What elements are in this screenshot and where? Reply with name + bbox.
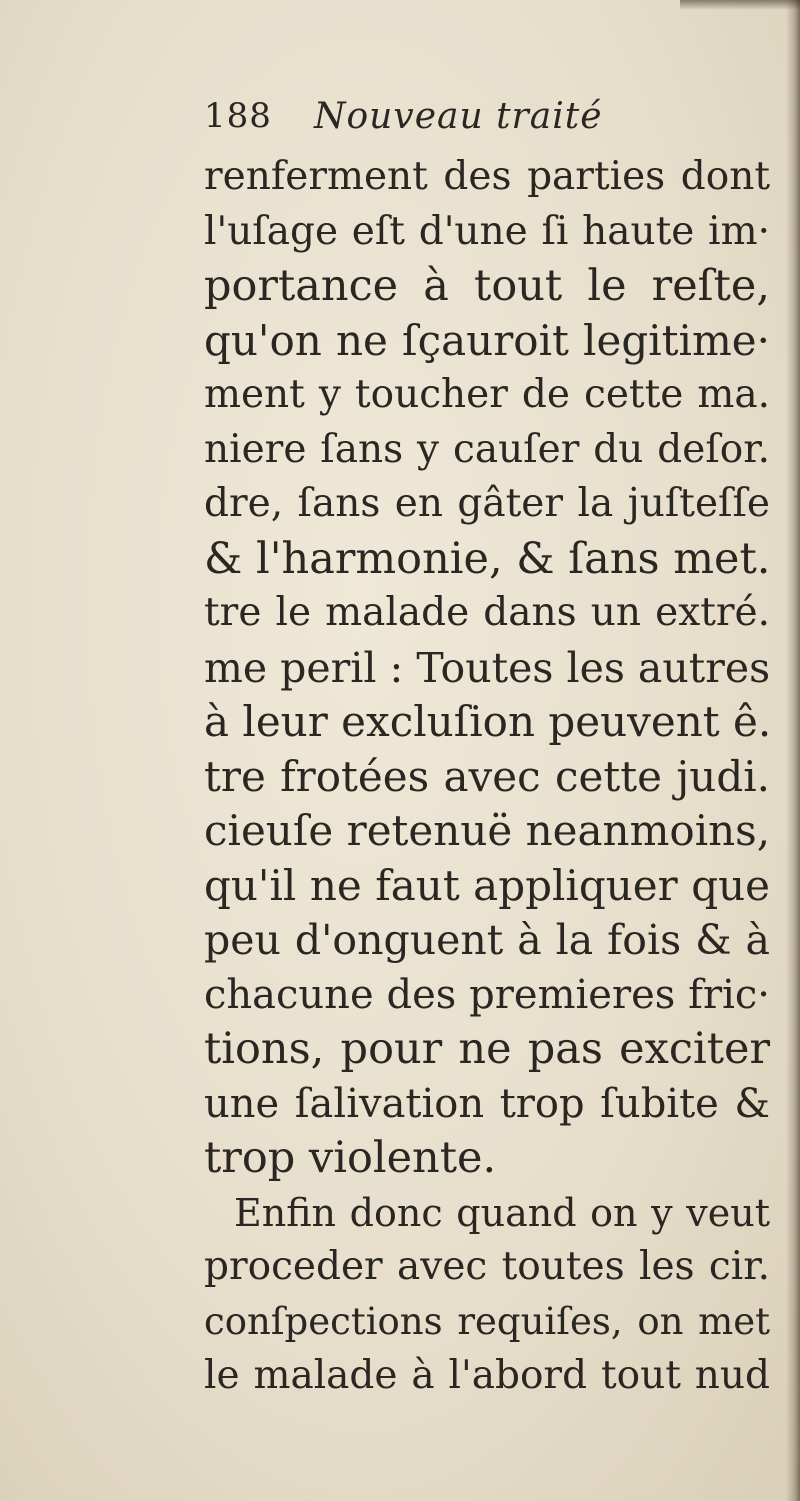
text-line: ment y toucher de cette ma. <box>204 372 770 417</box>
text-line: tions, pour ne pas exciter <box>204 1024 770 1074</box>
text-line: me peril : Toutes les autres <box>204 643 771 692</box>
running-header <box>204 96 674 146</box>
text-line: le malade à l'abord tout nud <box>204 1353 770 1398</box>
text-line: l'uſage eſt d'une ſi haute im· <box>204 208 770 254</box>
text-line: renferment des parties dont <box>204 154 770 199</box>
text-line: tre frotées avec cette judi. <box>204 751 770 801</box>
text-line: proceder avec toutes les cir. <box>204 1244 770 1289</box>
text-line: qu'il ne faut appliquer que <box>204 860 770 910</box>
text-line: conſpections requiſes, on met <box>204 1299 770 1343</box>
text-line-paragraph-end: trop violente. <box>204 1133 497 1183</box>
page-edge-shadow <box>786 0 800 1501</box>
running-title: Nouveau traité <box>314 96 603 137</box>
text-line: cieuſe retenuë neanmoins, <box>204 806 771 855</box>
text-line: peu d'onguent à la fois & à <box>204 916 770 964</box>
text-line: chacune des premieres fric· <box>204 971 770 1018</box>
text-line: à leur excluſion peuvent ê. <box>204 697 772 746</box>
text-line: une ſalivation trop ſubite & <box>204 1080 770 1127</box>
page-corner-shadow <box>680 0 800 10</box>
text-line: niere ſans y cauſer du deſor. <box>204 426 770 472</box>
page-number: 188 <box>204 96 272 136</box>
text-line: & l'harmonie, & ſans met. <box>204 533 771 584</box>
text-line: tre le malade dans un extré. <box>204 590 770 635</box>
text-line: portance à tout le reſte, <box>204 261 770 311</box>
text-line-paragraph-start: Enfin donc quand on y veut <box>234 1190 770 1235</box>
text-line: qu'on ne ſçauroit legitime· <box>204 315 770 365</box>
text-line: dre, ſans en gâter la juſteſſe <box>204 481 770 526</box>
body-text <box>204 150 770 1404</box>
